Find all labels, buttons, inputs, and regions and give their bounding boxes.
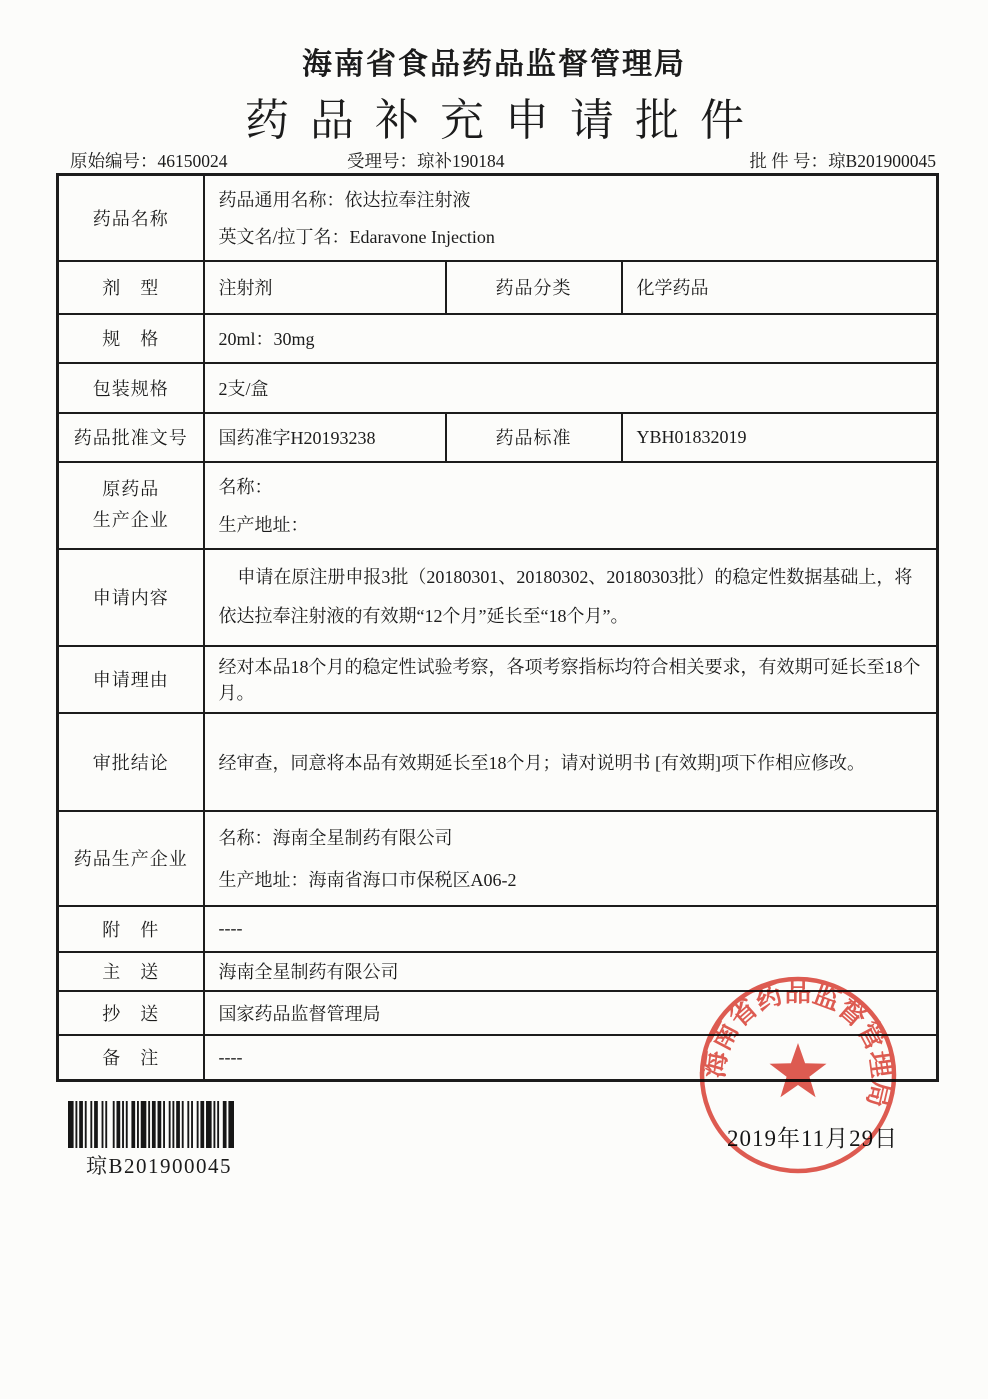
drug-english-name: 英文名/拉丁名：Edaravone Injection: [218, 227, 495, 248]
table-row: [58, 462, 938, 549]
approval-number: [749, 148, 936, 173]
main-recipient-value: 海南全星制药有限公司: [204, 952, 938, 991]
approval-conclusion-label: 审批结论: [58, 713, 204, 811]
table-row: [58, 713, 938, 811]
table-row: [58, 363, 938, 413]
application-content-label: 申请内容: [58, 549, 204, 646]
acceptance-number-label: 受理号：: [347, 151, 417, 171]
drug-name-label: 药品名称: [58, 175, 204, 261]
seal-icon: [697, 974, 899, 1176]
svg-text:海南省药品监督管理局: [698, 976, 897, 1110]
application-content-text: 申请在原注册申报3批（20180301、20180302、20180303批）的稳定性数据基础上，将依达拉奉注射液的有效期“12个月”延长至“18个月”。: [218, 567, 913, 626]
original-manufacturer-label-line1: 原药品: [102, 478, 160, 499]
approval-number-label: 药品批准文号: [58, 413, 204, 462]
application-reason-value: 经对本品18个月的稳定性试验考察，各项考察指标均符合相关要求，有效期可延长至18个月。: [204, 646, 938, 713]
approval-conclusion-value: 经审查，同意将本品有效期延长至18个月；请对说明书 [有效期]项下作相应修改。: [204, 713, 938, 811]
approval-number-label: 批 件 号：: [749, 151, 829, 171]
document-title: 药品补充申请批件: [245, 96, 765, 145]
original-manufacturer-address: 生产地址：: [218, 514, 309, 535]
original-manufacturer-cell: [204, 462, 938, 549]
attachment-value: ----: [204, 906, 938, 952]
approval-number-value: 国药准字H20193238: [204, 413, 446, 462]
official-seal-stamp: [697, 974, 899, 1176]
approval-date: 2019年11月29日: [727, 1126, 899, 1151]
remarks-value: ----: [204, 1035, 938, 1081]
dosage-form-label: 剂 型: [58, 261, 204, 314]
original-number-value: 46150024: [157, 151, 228, 171]
table-row: [58, 906, 938, 952]
original-manufacturer-label: [58, 462, 204, 549]
dosage-form-value: 注射剂: [204, 261, 446, 314]
table-row: [58, 413, 938, 462]
table-row: [58, 811, 938, 906]
table-row: [58, 175, 938, 261]
barcode-icon: [68, 1101, 234, 1148]
table-row: [58, 646, 938, 713]
approval-number-value: 琼B201900045: [828, 151, 936, 171]
drug-name-cell: [204, 175, 938, 261]
manufacturer-name: 名称：海南全星制药有限公司: [218, 828, 453, 849]
drug-standard-value: YBH01832019: [622, 413, 938, 462]
cc-value: 国家药品监督管理局: [204, 991, 938, 1035]
table-row: [58, 261, 938, 314]
drug-class-label: 药品分类: [446, 261, 622, 314]
table-row: [58, 314, 938, 363]
spec-value: 20ml：30mg: [204, 314, 938, 363]
document-meta-row: [56, 148, 936, 172]
original-manufacturer-name: 名称：: [218, 477, 273, 498]
package-spec-label: 包装规格: [58, 363, 204, 413]
manufacturer-address: 生产地址：海南省海口市保税区A06-2: [218, 869, 517, 890]
drug-class-value: 化学药品: [622, 261, 938, 314]
main-recipient-label: 主 送: [58, 952, 204, 991]
original-number-label: 原始编号：: [70, 151, 158, 171]
acceptance-number: [347, 148, 505, 173]
application-content-value: [204, 549, 938, 646]
barcode: [68, 1101, 234, 1148]
package-spec-value: 2支/盒: [204, 363, 938, 413]
application-reason-label: 申请理由: [58, 646, 204, 713]
drug-generic-name: 药品通用名称：依达拉奉注射液: [218, 190, 471, 211]
seal-arc-text: 海南省药品监督管理局: [699, 977, 898, 1112]
table-row: [58, 549, 938, 646]
original-number: [70, 148, 228, 173]
original-manufacturer-label-line2: 生产企业: [92, 510, 169, 530]
remarks-label: 备 注: [58, 1035, 204, 1081]
barcode-text: 琼B201900045: [86, 1154, 233, 1178]
spec-label: 规 格: [58, 314, 204, 363]
agency-title: 海南省食品药品监督管理局: [302, 48, 686, 81]
drug-standard-label: 药品标准: [446, 413, 622, 462]
cc-label: 抄 送: [58, 991, 204, 1035]
star-icon: [770, 1043, 827, 1097]
manufacturer-cell: [204, 811, 938, 906]
approval-detail-table: [56, 173, 939, 1082]
attachment-label: 附 件: [58, 906, 204, 952]
acceptance-number-value: 琼补190184: [417, 151, 505, 171]
manufacturer-label: 药品生产企业: [58, 811, 204, 906]
